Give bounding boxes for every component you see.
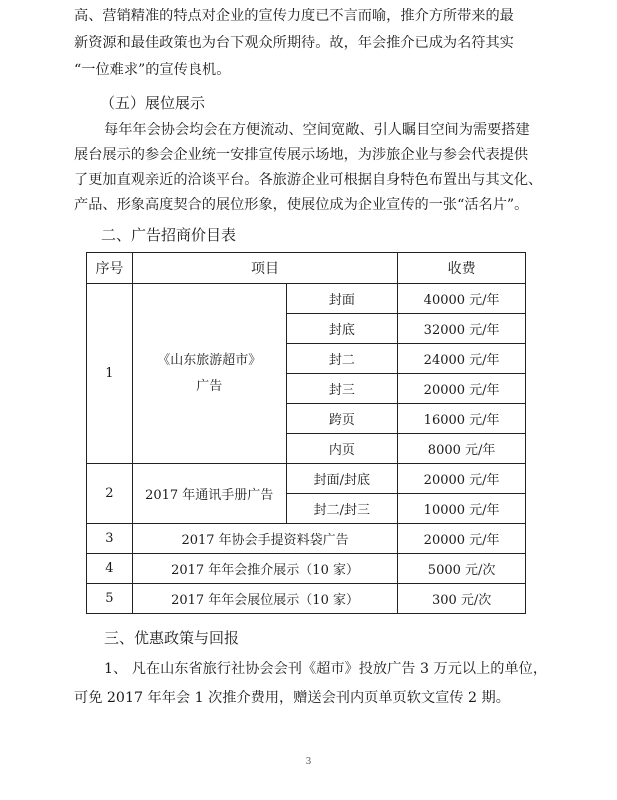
row-number: 1	[87, 284, 133, 464]
fee-cell: 20000 元/年	[398, 374, 526, 404]
fee-cell: 16000 元/年	[398, 404, 526, 434]
ad-position: 封二	[286, 344, 398, 374]
fee-cell: 300 元/次	[398, 584, 526, 614]
intro-line-3: “一位难求”的宣传良机。	[74, 62, 231, 78]
row-number: 5	[87, 584, 133, 614]
paragraph-line: 1、 凡在山东省旅行社协会会刊《超市》投放广告 3 万元以上的单位，	[104, 661, 548, 677]
fee-cell: 20000 元/年	[398, 524, 526, 554]
paragraph-line: 展台展示的参会企业统一安排宣传展示场地，为涉旅企业与参会代表提供	[74, 147, 529, 163]
page-number: 3	[305, 757, 312, 767]
fee-cell: 24000 元/年	[398, 344, 526, 374]
ad-position: 跨页	[286, 404, 398, 434]
header-fee: 收费	[398, 253, 526, 284]
table-row	[87, 524, 526, 554]
price-table	[86, 252, 526, 614]
fee-cell: 10000 元/年	[398, 494, 526, 524]
paragraph-line: 每年年会协会均会在方便流动、空间宽敞、引人瞩目空间为需要搭建	[104, 122, 530, 138]
header-item: 项目	[132, 253, 397, 284]
intro-line-2: 新资源和最佳政策也为台下观众所期待。故，年会推介已成为名符其实	[74, 35, 514, 51]
table-row	[87, 584, 526, 614]
item-name	[132, 284, 286, 464]
section-heading-booth-display: （五）展位展示	[100, 94, 206, 112]
item-name: 2017 年年会展位展示（10 家）	[132, 584, 397, 614]
row-number: 4	[87, 554, 133, 584]
paragraph-line: 了更加直观亲近的洽谈平台。各旅游企业可根据自身特色布置出与其文化、	[74, 172, 543, 188]
table-row	[87, 554, 526, 584]
table-row	[87, 464, 526, 494]
item-name-line: 《山东旅游超市》	[157, 352, 262, 368]
ad-position: 封二/封三	[286, 494, 398, 524]
intro-line-1: 高、营销精准的特点对企业的宣传力度已不言而喻，推介方所带来的最	[74, 8, 514, 24]
paragraph-line: 可免 2017 年年会 1 次推介费用，赠送会刊内页单页软文宣传 2 期。	[74, 690, 510, 706]
item-name: 2017 年通讯手册广告	[132, 464, 286, 524]
fee-cell: 8000 元/年	[398, 434, 526, 464]
section-heading-discount-policy: 三、优惠政策与回报	[104, 629, 240, 647]
row-number: 3	[87, 524, 133, 554]
ad-position: 封面/封底	[286, 464, 398, 494]
section-heading-price-list: 二、广告招商价目表	[101, 226, 237, 244]
item-name: 2017 年协会手提资料袋广告	[132, 524, 397, 554]
table-row	[87, 284, 526, 314]
row-number: 2	[87, 464, 133, 524]
fee-cell: 5000 元/次	[398, 554, 526, 584]
fee-cell: 32000 元/年	[398, 314, 526, 344]
table-header-row	[87, 253, 526, 284]
item-name-line: 广告	[196, 378, 223, 394]
ad-position: 内页	[286, 434, 398, 464]
header-no: 序号	[87, 253, 133, 284]
ad-position: 封三	[286, 374, 398, 404]
paragraph-line: 产品、形象高度契合的展位形象，使展位成为企业宣传的一张“活名片”。	[74, 197, 529, 213]
ad-position: 封底	[286, 314, 398, 344]
ad-position: 封面	[286, 284, 398, 314]
fee-cell: 20000 元/年	[398, 464, 526, 494]
fee-cell: 40000 元/年	[398, 284, 526, 314]
item-name: 2017 年年会推介展示（10 家）	[132, 554, 397, 584]
